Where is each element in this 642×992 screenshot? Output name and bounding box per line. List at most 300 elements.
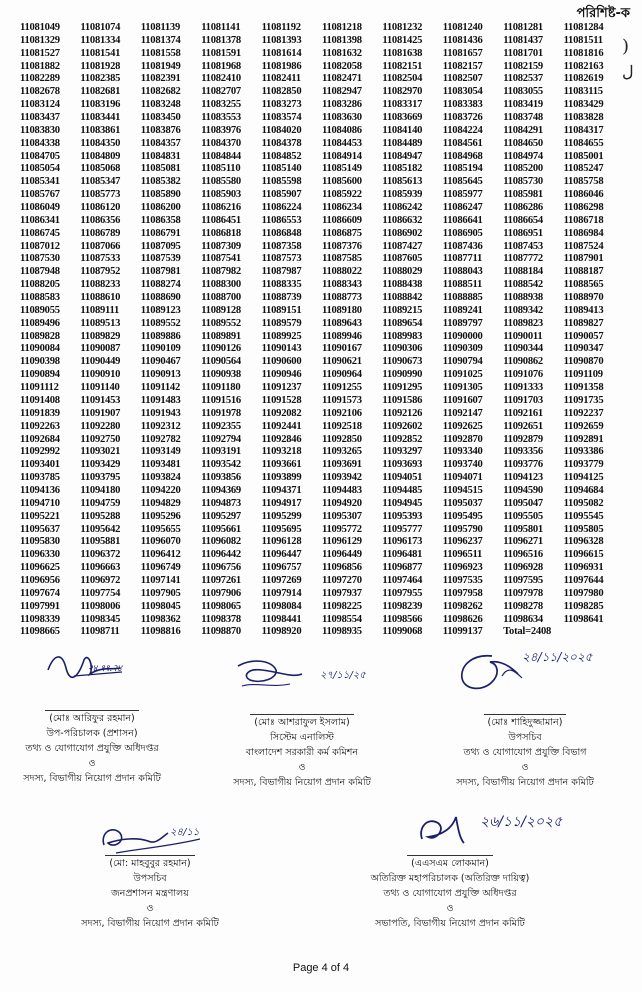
roll-number-cell: 11098345	[80, 613, 121, 625]
roll-number-cell: 11096856	[322, 562, 362, 574]
roll-number-cell: 11083876	[140, 124, 181, 136]
roll-number-cell: 11083286	[322, 99, 362, 111]
roll-number-cell: 11085598	[261, 176, 302, 188]
signature-date: ২৭/১১/২৫	[320, 670, 366, 681]
roll-number-cell: 11096412	[140, 549, 181, 561]
roll-number-cell: 11095637	[20, 523, 60, 535]
roll-number-cell: 11084357	[140, 137, 181, 149]
roll-number-cell: 11097978	[503, 587, 543, 599]
roll-number-cell: 11082537	[503, 73, 543, 85]
roll-number-cell: 11087605	[382, 253, 423, 265]
roll-number-cell: 11084705	[20, 150, 60, 162]
roll-number-cell: 11085977	[442, 189, 483, 201]
roll-number-cell: 11098634	[503, 613, 543, 625]
roll-number-cell: 11091333	[503, 382, 543, 394]
roll-number-cell: 11097991	[20, 600, 60, 612]
roll-number-cell: 11086247	[442, 202, 483, 214]
roll-number-cell: 11082391	[140, 73, 181, 85]
roll-number-cell: 11083273	[261, 99, 302, 111]
roll-number-cell: 11087533	[80, 253, 121, 265]
signatory-office: বাংলাদেশ সরকারী কর্ম কমিশন	[245, 747, 359, 758]
roll-number-cell: 11090913	[140, 369, 181, 381]
roll-number-cell: 11081425	[382, 34, 423, 46]
roll-number-cell: 11097141	[140, 574, 181, 586]
roll-number-cell: 11085773	[80, 189, 121, 201]
roll-number-cell: 11093693	[382, 459, 423, 471]
roll-number-cell: 11098626	[442, 613, 483, 625]
roll-number-cell: 11094369	[201, 484, 241, 496]
roll-number-cell: 11085347	[80, 176, 121, 188]
roll-number-cell: 11087573	[261, 253, 302, 265]
roll-number-cell: 11088438	[382, 279, 423, 291]
roll-number-cell: 11094371	[261, 484, 302, 496]
roll-number-cell: 11089983	[382, 330, 423, 342]
roll-number-cell: 11090910	[80, 369, 121, 381]
conjunction: ও	[298, 762, 306, 773]
roll-number-cell: 11088335	[261, 279, 302, 291]
roll-number-cell: 11092992	[20, 446, 60, 458]
roll-number-cell: 11093856	[201, 472, 241, 484]
roll-number-cell: 11083553	[201, 112, 241, 124]
roll-number-cell: 11098711	[80, 626, 120, 638]
roll-number-cell: 11086234	[322, 202, 362, 214]
roll-number-cell: 11089055	[20, 304, 60, 316]
roll-number-cell: 11086046	[563, 189, 604, 201]
roll-number-cell: 11095297	[201, 510, 241, 522]
roll-number-cell: 11089496	[20, 317, 60, 329]
signatory-block	[192, 670, 412, 790]
roll-number-cell: 11081284	[563, 22, 604, 33]
roll-number-cell: 11081949	[140, 60, 181, 72]
roll-number-cell: 11087095	[140, 240, 181, 252]
roll-number-cell: 11091586	[382, 394, 423, 406]
roll-number-cell: 11090126	[201, 343, 241, 355]
roll-number-cell: 11097674	[20, 587, 60, 599]
appendix-label: পরিশিষ্ট-ক	[576, 6, 630, 21]
roll-number-cell: 11083383	[442, 99, 483, 111]
roll-number-cell: 11093691	[322, 459, 362, 471]
roll-number-cell: 11081398	[322, 34, 362, 46]
roll-number-cell: 11090964	[322, 369, 362, 381]
roll-number-cell: 11093401	[20, 459, 60, 471]
roll-number-cell: 11089829	[80, 330, 121, 342]
roll-number-cell: 11095655	[140, 523, 181, 535]
roll-number-cell: 11084350	[80, 137, 121, 149]
roll-number-cell: 11092750	[80, 433, 121, 445]
roll-number-cell: 11088022	[322, 266, 362, 278]
roll-number-cell: 11088511	[442, 279, 483, 291]
roll-number-cell: 11086848	[261, 227, 302, 239]
roll-number-cell: 11098641	[563, 613, 604, 625]
roll-number-cell: 11093265	[322, 446, 362, 458]
roll-number-cell: 11083124	[20, 99, 60, 111]
roll-number-cell: 11084655	[563, 137, 604, 149]
roll-number-cell: 11084020	[261, 124, 302, 136]
roll-number-cell: 11090109	[140, 343, 181, 355]
roll-number-cell: 11094917	[261, 497, 302, 509]
roll-number-cell: 11096749	[140, 562, 181, 574]
roll-number-cell: 11089579	[261, 317, 302, 329]
roll-number-cell: 11096928	[503, 562, 543, 574]
roll-number-cell: 11091607	[442, 394, 483, 406]
roll-number-cell: 11093740	[442, 459, 483, 471]
roll-number-cell: 11083248	[140, 99, 181, 111]
roll-number-cell: 11092147	[442, 407, 483, 419]
roll-number-cell: 11092355	[201, 420, 241, 432]
committee-role: সদস্য, বিভাগীয় নিয়োগ প্রদান কমিটি	[23, 773, 161, 784]
roll-number-cell: 11095307	[322, 510, 362, 522]
roll-number-cell: 11093218	[261, 446, 302, 458]
roll-number-cell: 11084914	[322, 150, 362, 162]
signatory-office: জনপ্রশাসন মন্ত্রণালয়	[111, 888, 189, 899]
roll-number-cell: 11083726	[442, 112, 483, 124]
roll-number-cell: 11087952	[80, 266, 121, 278]
roll-number-cell: 11088184	[503, 266, 543, 278]
roll-number-cell: 11092237	[563, 407, 604, 419]
signatory-office: তথ্য ও যোগাযোগ প্রযুক্তি অধিদপ্তর	[25, 743, 159, 754]
margin-pen-mark: )	[622, 36, 630, 57]
roll-number-cell: 11088205	[20, 279, 60, 291]
roll-number-cell: 11082151	[382, 60, 423, 72]
roll-number-cell: 11091516	[201, 394, 241, 406]
roll-number-cell: 11092850	[322, 433, 362, 445]
conjunction: ও	[446, 903, 454, 914]
roll-number-cell: 11082850	[261, 86, 302, 98]
roll-number-cell: 11091907	[80, 407, 121, 419]
roll-number-cell: 11095830	[20, 536, 60, 548]
roll-number-cell: 11090087	[80, 343, 121, 355]
roll-number-cell: 11087376	[322, 240, 362, 252]
roll-number-cell: 11081393	[261, 34, 302, 46]
roll-number-cell: 11089241	[442, 304, 483, 316]
roll-number-cell: 11082707	[201, 86, 241, 98]
roll-number-cell: 11087530	[20, 253, 60, 265]
roll-number-cell: 11090870	[563, 356, 604, 368]
roll-number-cell: 11086984	[563, 227, 604, 239]
roll-number-cell: 11085110	[201, 163, 241, 175]
roll-number-cell: 11090011	[503, 330, 543, 342]
roll-number-cell: 11094180	[80, 484, 121, 496]
roll-number-cell: 11097261	[201, 574, 241, 586]
roll-number-cell: 11081192	[261, 22, 301, 33]
roll-number-cell: 11083054	[442, 86, 483, 98]
roll-number-cell: 11098665	[20, 626, 60, 638]
roll-number-cell: 11095047	[503, 497, 543, 509]
roll-number-cell: 11085054	[20, 163, 60, 175]
roll-number-cell: 11081638	[382, 47, 423, 59]
roll-number-cell: 11098045	[140, 600, 181, 612]
roll-number-cell: 11091180	[201, 382, 241, 394]
committee-role: সদস্য, বিভাগীয় নিয়োগ প্রদান কমিটি	[81, 918, 219, 929]
roll-number-cell: 11088700	[201, 292, 241, 304]
roll-number-cell: 11081281	[503, 22, 543, 33]
roll-number-cell: 11090084	[20, 343, 60, 355]
roll-number-cell: 11095805	[563, 523, 604, 535]
roll-number-cell: 11093779	[563, 459, 604, 471]
roll-number-cell: 11081986	[261, 60, 302, 72]
roll-number-cell: 11082970	[382, 86, 423, 98]
roll-number-cell: 11083419	[503, 99, 543, 111]
signatory-name: (মোঃ শাহিদুজ্জামান)	[484, 714, 567, 730]
roll-number-cell: 11092870	[442, 433, 483, 445]
roll-number-cell: 11090347	[563, 343, 604, 355]
roll-number-cell: 11095790	[442, 523, 483, 535]
roll-number-cell: 11094759	[80, 497, 121, 509]
roll-number-cell: 11091358	[563, 382, 604, 394]
roll-number-cell: 11093021	[80, 446, 121, 458]
roll-number-cell: 11089128	[201, 304, 241, 316]
roll-number-cell: 11095801	[503, 523, 543, 535]
roll-number-cell: 11089180	[322, 304, 362, 316]
roll-number-cell: 11083828	[563, 112, 604, 124]
roll-number-cell: 11084974	[503, 150, 543, 162]
roll-number-cell: 11089151	[261, 304, 302, 316]
roll-number-cell: 11096956	[20, 574, 60, 586]
signatory-designation: সিস্টেম এনালিস্ট	[270, 732, 334, 743]
roll-number-cell: 11097958	[442, 587, 483, 599]
roll-number-cell: 11082157	[442, 60, 483, 72]
roll-number-cell: 11084317	[563, 124, 604, 136]
roll-number-cell: 11085890	[140, 189, 181, 201]
roll-number-cell: 11089823	[503, 317, 543, 329]
roll-number-cell: 11093481	[140, 459, 181, 471]
roll-number-cell: 11082504	[382, 73, 423, 85]
roll-number-cell: 11087711	[442, 253, 483, 265]
roll-number-cell: 11087539	[140, 253, 181, 265]
roll-number-cell: 11093542	[201, 459, 241, 471]
roll-number-cell: 11085200	[503, 163, 543, 175]
signature-date: ২৪/১১/২০২৫	[522, 650, 593, 664]
roll-number-cell: 11095772	[322, 523, 362, 535]
roll-number-cell: 11081928	[80, 60, 121, 72]
roll-number-cell: 11089797	[442, 317, 483, 329]
roll-number-cell: 11098278	[503, 600, 543, 612]
roll-number-cell: 11095545	[563, 510, 604, 522]
roll-number-cell: 11081436	[442, 34, 483, 46]
roll-number-cell: 11092684	[20, 433, 60, 445]
roll-number-cell: 11081232	[382, 22, 423, 33]
roll-number-cell: 11093191	[201, 446, 241, 458]
roll-number-cell: 11089552	[140, 317, 181, 329]
roll-number-cell: 11091408	[20, 394, 60, 406]
roll-number-cell: 11098285	[563, 600, 604, 612]
roll-number-cell: 11092891	[563, 433, 604, 445]
roll-number-cell: 11092280	[80, 420, 121, 432]
roll-number-cell: 11094220	[140, 484, 181, 496]
roll-number-cell: 11083196	[80, 99, 121, 111]
roll-number-cell: 11092659	[563, 420, 604, 432]
roll-number-cell: 11082947	[322, 86, 362, 98]
roll-number-cell: 11089925	[261, 330, 302, 342]
roll-number-cell: 11090794	[442, 356, 483, 368]
roll-number-cell: 11086641	[442, 214, 483, 226]
roll-number-cell: 11092794	[201, 433, 241, 445]
handwritten-signature	[232, 656, 322, 692]
roll-number-cell: 11097906	[201, 587, 241, 599]
roll-number-cell: 11088773	[322, 292, 362, 304]
roll-number-cell: 11095777	[382, 523, 423, 535]
roll-number-cell: 11083429	[563, 99, 604, 111]
roll-number-cell: 11091295	[382, 382, 423, 394]
roll-number-cell: 11098935	[322, 626, 362, 638]
roll-number-cell: 11091237	[261, 382, 302, 394]
roll-number-cell: 11086951	[503, 227, 543, 239]
roll-number-cell: 11094515	[442, 484, 483, 496]
roll-number-cell: 11096129	[322, 536, 362, 548]
roll-number-cell: 11098239	[382, 600, 423, 612]
roll-number-cell: 11085149	[322, 163, 362, 175]
roll-number-cell: 11090600	[261, 356, 302, 368]
roll-number-cell: 11087524	[563, 240, 604, 252]
roll-number-cell: 11090309	[442, 343, 483, 355]
roll-number-cell: 11086553	[261, 214, 302, 226]
signatory-designation: অতিরিক্ত মহাপরিচালক (অতিরিক্ত দায়িত্ব)	[370, 873, 530, 884]
roll-number-cell: 11086358	[140, 214, 181, 226]
roll-number-cell: 11088938	[503, 292, 543, 304]
roll-number-cell: 11089123	[140, 304, 181, 316]
roll-number-cell: 11095661	[201, 523, 241, 535]
roll-number-cell: 11086818	[201, 227, 241, 239]
roll-number-cell: 11083976	[201, 124, 241, 136]
handwritten-signature	[408, 809, 488, 853]
roll-number-cell: 11096449	[322, 549, 362, 561]
roll-number-cell: 11090894	[20, 369, 60, 381]
roll-number-cell: 11084947	[382, 150, 423, 162]
roll-number-cell: 11098006	[80, 600, 121, 612]
roll-number-cell: 11098566	[382, 613, 423, 625]
roll-number-cell: 11085382	[140, 176, 181, 188]
roll-number-cell: 11088343	[322, 279, 362, 291]
roll-number-cell: 11097905	[140, 587, 181, 599]
roll-number-cell: 11083450	[140, 112, 181, 124]
roll-number-cell: 11081527	[20, 47, 60, 59]
roll-number-cell: 11090167	[322, 343, 362, 355]
roll-number-cell: 11084831	[140, 150, 181, 162]
roll-number-cell: 11086216	[201, 202, 241, 214]
signature-date: ২৬/১১/২০২৫	[480, 814, 563, 830]
roll-number-cell: 11090946	[261, 369, 302, 381]
roll-number-cell: 11092625	[442, 420, 483, 432]
roll-number-cell: 11095881	[80, 536, 121, 548]
roll-number-cell: 11093661	[261, 459, 302, 471]
roll-number-cell: 11098262	[442, 600, 483, 612]
roll-number-cell: 11085001	[563, 150, 604, 162]
signatory-office: তথ্য ও যোগাযোগ প্রযুক্তি অধিদপ্তর	[383, 888, 517, 899]
roll-number-cell: 11092879	[503, 433, 543, 445]
roll-number-cell: 11085922	[322, 189, 362, 201]
roll-number-cell: 11087981	[140, 266, 181, 278]
roll-number-cell: 11090000	[442, 330, 483, 342]
roll-number-cell: 11087066	[80, 240, 121, 252]
roll-number-cell: 11089215	[382, 304, 423, 316]
roll-number-cell: 11092518	[322, 420, 362, 432]
roll-number-cell: 11085903	[201, 189, 241, 201]
signatory-block	[0, 664, 192, 786]
signatory-name: (মোঃ আশরাফুল ইসলাম)	[250, 714, 353, 730]
roll-number-cell: 11081374	[140, 34, 181, 46]
roll-number-cell: 11096237	[442, 536, 483, 548]
roll-number-cell: 11090990	[382, 369, 423, 381]
roll-number-cell: 11085981	[503, 189, 543, 201]
roll-number-cell: 11086298	[563, 202, 604, 214]
roll-number-cell: 11089827	[563, 317, 604, 329]
roll-number-cell: 11097595	[503, 574, 543, 586]
roll-number-cell: 11090143	[261, 343, 302, 355]
roll-number-cell: 11082411	[261, 73, 301, 85]
roll-number-cell: 11092651	[503, 420, 543, 432]
roll-number-cell: 11090467	[140, 356, 181, 368]
roll-number-cell: 11089413	[563, 304, 604, 316]
roll-number-cell: 11096328	[563, 536, 604, 548]
roll-number-cell: 11083255	[201, 99, 241, 111]
roll-number-cell: 11086654	[503, 214, 543, 226]
roll-number-cell: 11081511	[563, 34, 603, 46]
roll-number-cell: 11082619	[563, 73, 604, 85]
roll-number-cell: 11082159	[503, 60, 543, 72]
roll-number-cell: 11082678	[20, 86, 60, 98]
signatory-designation: উপ-পরিচালক (প্রশাসন)	[46, 728, 138, 739]
roll-number-cell: 11086718	[563, 214, 604, 226]
roll-number-cell: 11092082	[261, 407, 302, 419]
roll-number-cell: 11096481	[382, 549, 423, 561]
roll-number-cell: 11082385	[80, 73, 121, 85]
roll-number-cell: 11090449	[80, 356, 121, 368]
roll-number-cell: 11083830	[20, 124, 60, 136]
roll-number-cell: 11081074	[80, 22, 121, 33]
roll-number-cell: 11094483	[322, 484, 362, 496]
roll-number-cell: 11081141	[201, 22, 241, 33]
roll-number-cell: 11096128	[261, 536, 302, 548]
roll-number-cell: 11088739	[261, 292, 302, 304]
roll-number-cell: 11084809	[80, 150, 121, 162]
roll-number-cell: 11084968	[442, 150, 483, 162]
roll-number-cell: 11082289	[20, 73, 60, 85]
roll-number-cell: 11090306	[382, 343, 423, 355]
roll-number-cell: 11096330	[20, 549, 60, 561]
roll-number-cell: 11087436	[442, 240, 483, 252]
roll-number-cell: 11086902	[382, 227, 423, 239]
roll-number-cell: 11085645	[442, 176, 483, 188]
roll-number-cell: 11091140	[80, 382, 120, 394]
roll-number-cell: 11093824	[140, 472, 181, 484]
roll-number-cell: 11098065	[201, 600, 241, 612]
roll-number-cell: 11089886	[140, 330, 181, 342]
roll-number-cell: 11081701	[503, 47, 543, 59]
roll-number-cell: 11090621	[322, 356, 362, 368]
roll-number-cell: 11095299	[261, 510, 302, 522]
roll-number-cell: 11092441	[261, 420, 302, 432]
roll-number-cell: 11098339	[20, 613, 60, 625]
roll-number-cell: 11097535	[442, 574, 483, 586]
roll-number-cell: 11083441	[80, 112, 121, 124]
roll-number-cell: 11088187	[563, 266, 604, 278]
roll-number-cell: 11090057	[563, 330, 604, 342]
signature-date: २४.११.२४	[88, 664, 122, 674]
roll-number-cell: 11085939	[382, 189, 423, 201]
roll-number-cell: 11083861	[80, 124, 121, 136]
committee-role: সভাপতি, বিভাগীয় নিয়োগ প্রদান কমিটি	[375, 918, 525, 929]
roll-number-cell: 11085613	[382, 176, 423, 188]
roll-number-cell: 11095393	[382, 510, 423, 522]
roll-number-cell: 11093899	[261, 472, 302, 484]
roll-number-cell: 11088842	[382, 292, 423, 304]
roll-number-cell: 11084844	[201, 150, 241, 162]
roll-number-cell: 11081334	[80, 34, 121, 46]
roll-number-cell: 11096511	[442, 549, 483, 561]
roll-number-cell: 11094125	[563, 472, 604, 484]
roll-number-cell: 11099137	[442, 626, 483, 638]
committee-role: সদস্য, বিভাগীয় নিয়োগ প্রদান কমিটি	[233, 777, 371, 788]
